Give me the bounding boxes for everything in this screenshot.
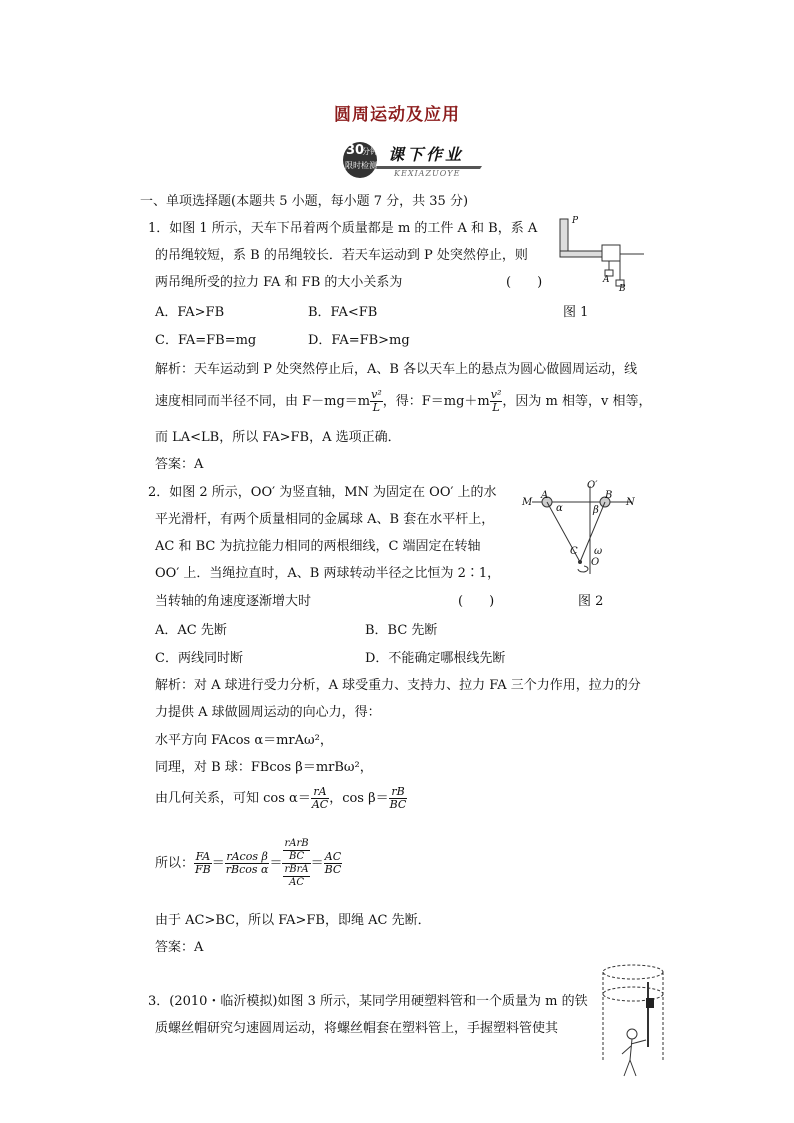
- fig2-label-beta: β: [593, 505, 599, 516]
- frac-num: rBrA: [284, 864, 309, 875]
- q1-option-a: A．FA>FB: [155, 305, 225, 320]
- frac-den: L: [492, 401, 500, 414]
- q2-analysis-1: 解析：对 A 球进行受力分析，A 球受重力、支持力、拉力 FA 三个力作用，拉力的分: [155, 678, 641, 693]
- fig1-label-b: B: [619, 284, 626, 294]
- fig2-label-o1: O′: [587, 480, 598, 491]
- q2-stem-3: AC 和 BC 为抗拉能力相同的两根细线，C 端固定在转轴: [155, 539, 481, 554]
- q1-analysis-2c: ，因为 m 相等，v 相等，: [502, 394, 652, 409]
- q1-stem-2: 的吊绳较短，系 B 的吊绳较长．若天车运动到 P 处突然停止，则: [155, 248, 528, 263]
- q2-fraction-cos-alpha: [311, 786, 329, 811]
- frac-den: FB: [195, 863, 211, 876]
- frac-num: AC: [324, 850, 342, 863]
- section-header: 一、单项选择题(本题共 5 小题，每小题 7 分，共 35 分): [140, 194, 469, 209]
- frac-num: rAcos β: [226, 850, 268, 863]
- q2-stem-1: 2．如图 2 所示，OO′ 为竖直轴，MN 为固定在 OO′ 上的水: [148, 485, 497, 500]
- q2-stem-4: OO′ 上．当绳拉直时，A、B 两球转动半径之比恒为 2∶1，: [155, 566, 501, 581]
- fig2-label-n: N: [626, 497, 635, 508]
- q2-analysis-6-label: 所以：: [155, 856, 195, 871]
- q2-analysis-2: 力提供 A 球做圆周运动的向心力，得：: [155, 705, 381, 720]
- badge-heading: 课下作业: [388, 145, 465, 164]
- fig1-label-a: A: [603, 275, 610, 285]
- frac-num: v²: [371, 388, 382, 401]
- q2-answer: 答案：A: [155, 940, 204, 955]
- q2-analysis-5b: ，cos β＝: [329, 791, 389, 806]
- frac-den: BC: [389, 798, 407, 811]
- q1-option-b: B．FA<FB: [308, 305, 378, 320]
- badge-minutes: 30: [346, 143, 365, 158]
- fig2-label-o: O: [591, 557, 600, 568]
- equals-sign: ＝: [310, 856, 324, 871]
- fig2-label-omega: ω: [594, 546, 603, 557]
- badge-sub: 限时检测: [345, 161, 377, 170]
- q2-fraction-cos-beta: [389, 786, 408, 811]
- frac-num: v²: [490, 388, 502, 401]
- frac-den: AC: [289, 877, 304, 888]
- q2-analysis-4: 同理，对 B 球：FBcos β＝mrBω²，: [155, 760, 373, 775]
- equals-sign: ＝: [211, 856, 225, 871]
- page-title: 圆周运动及应用: [334, 105, 460, 125]
- q2-option-a: A．AC 先断: [155, 623, 227, 638]
- frac-den: BC: [288, 851, 305, 862]
- fig2-label-alpha: α: [556, 503, 563, 514]
- q2-ratio-cos: [225, 851, 270, 876]
- frac-num: rArB: [284, 838, 309, 849]
- figure-3-tube-experiment: [598, 962, 668, 1082]
- q1-analysis-1: 解析：天车运动到 P 处突然停止后，A、B 各以天车上的悬点为圆心做圆周运动，线: [155, 362, 638, 377]
- q2-answer-paren: ( ): [458, 594, 495, 609]
- fig2-label-c: C: [570, 546, 578, 557]
- frac-den: L: [372, 401, 381, 414]
- frac-num: rB: [389, 786, 408, 799]
- q2-analysis-3: 水平方向 FAcos α＝mrAω²，: [155, 733, 333, 748]
- q1-fraction-1: [370, 389, 383, 414]
- q1-stem-3: 两吊绳所受的拉力 FA 和 FB 的大小关系为: [155, 275, 403, 290]
- fig2-label-b: B: [605, 490, 613, 501]
- frac-num-nested: [282, 838, 310, 864]
- q2-analysis-6: [155, 832, 342, 896]
- q1-analysis-2a: 速度相同而半径不同，由 F－mg＝m: [155, 394, 371, 409]
- q2-analysis-5a: 由几何关系，可知 cos α＝: [155, 791, 311, 806]
- q3-stem-1: 3．(2010・临沂模拟)如图 3 所示，某同学用硬塑料管和一个质量为 m 的铁: [148, 994, 588, 1009]
- q2-option-b: B．BC 先断: [365, 623, 438, 638]
- q1-stem-1: 1．如图 1 所示，天车下吊着两个质量都是 m 的工件 A 和 B，系 A: [148, 221, 538, 236]
- q2-stem-5: 当转轴的角速度逐渐增大时: [155, 594, 312, 609]
- figure-2-rotating-rod: [520, 478, 650, 578]
- q1-option-d: D．FA=FB>mg: [308, 333, 410, 348]
- fig2-label-m: M: [522, 497, 533, 508]
- q1-analysis-2: [155, 388, 651, 416]
- q1-fraction-2: [490, 389, 503, 414]
- q1-analysis-3: 而 LA<LB，所以 FA>FB，A 选项正确．: [155, 430, 401, 445]
- q2-stem-2: 平光滑杆，有两个质量相同的金属球 A、B 套在水平杆上，: [155, 512, 495, 527]
- q1-answer-paren: ( ): [506, 275, 543, 290]
- q2-option-c: C．两线同时断: [155, 651, 243, 666]
- equals-sign: ＝: [269, 856, 283, 871]
- frac-den-nested: [282, 864, 310, 889]
- homework-badge: [342, 138, 492, 184]
- frac-num: FA: [195, 850, 211, 863]
- frac-den: rBcos α: [225, 863, 269, 876]
- q2-analysis-7: 由于 AC>BC，所以 FA>FB，即绳 AC 先断．: [155, 913, 431, 928]
- badge-unit: 分钟: [362, 147, 378, 156]
- q1-option-c: C．FA=FB=mg: [155, 333, 257, 348]
- q2-ratio-nested: [282, 838, 310, 889]
- q1-analysis-2b: ，得：F＝mg＋m: [382, 394, 490, 409]
- q1-answer: 答案：A: [155, 457, 204, 472]
- q2-ratio-force: [194, 851, 212, 876]
- q2-figure-caption: 图 2: [578, 594, 604, 609]
- fig2-label-a: A: [541, 490, 549, 501]
- q1-figure-caption: 图 1: [563, 305, 589, 320]
- frac-num: rA: [311, 786, 329, 799]
- q3-stem-2: 质螺丝帽研究匀速圆周运动，将螺丝帽套在塑料管上，手握塑料管使其: [155, 1021, 559, 1036]
- fig1-label-p: P: [572, 216, 579, 226]
- frac-den: BC: [324, 863, 342, 876]
- q2-ratio-result: [324, 851, 343, 876]
- badge-pinyin: KEXIAZUOYE: [394, 169, 461, 178]
- q2-option-d: D．不能确定哪根线先断: [365, 651, 506, 666]
- frac-den: AC: [311, 798, 329, 811]
- q2-analysis-5: [155, 784, 407, 814]
